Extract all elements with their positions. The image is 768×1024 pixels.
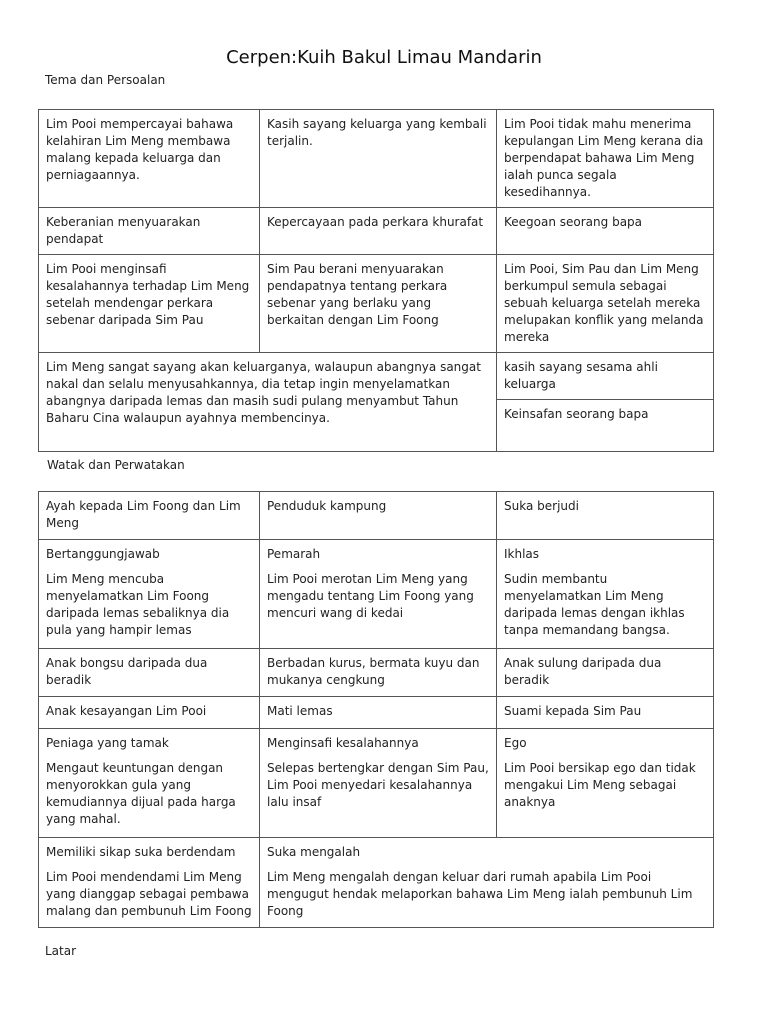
table-cell: Keberanian menyuarakan pendapat	[39, 208, 260, 255]
document-title: Cerpen:Kuih Bakul Limau Mandarin	[226, 47, 542, 68]
cell-title: Ikhlas	[504, 547, 540, 561]
table-cell: Lim Pooi menginsafi kesalahannya terhadap Lim Meng setelah mendengar perkara sebenar daripada Sim Pau	[39, 255, 260, 353]
cell-body: Lim Pooi bersikap ego dan tidak mengakui Lim Meng sebagai anaknya	[504, 761, 696, 809]
table-cell	[260, 540, 497, 649]
table-cell: Sim Pau berani menyuarakan pendapatnya tentang perkara sebenar yang berlaku yang berkaitan dengan Lim Foong	[260, 255, 497, 353]
section-heading-watak: Watak dan Perwatakan	[47, 458, 185, 472]
table-cell	[39, 838, 260, 928]
table-cell: Keinsafan seorang bapa	[497, 400, 714, 452]
cell-title: Pemarah	[267, 547, 321, 561]
table-cell: Lim Pooi, Sim Pau dan Lim Meng berkumpul semula sebagai sebuah keluarga setelah mereka melupakan konflik yang melanda mereka	[497, 255, 714, 353]
cell-body: Mengaut keuntungan dengan menyorokkan gula yang kemudiannya dijual pada harga yang mahal.	[46, 761, 236, 826]
table-cell: Suami kepada Sim Pau	[497, 697, 714, 729]
table-cell: kasih sayang sesama ahli keluarga	[497, 353, 714, 400]
section-heading-latar: Latar	[45, 944, 77, 958]
table-cell: Berbadan kurus, bermata kuyu dan mukanya cengkung	[260, 649, 497, 697]
table-cell: Lim Pooi mempercayai bahawa kelahiran Lim Meng membawa malang kepada keluarga dan perniagaannya.	[39, 110, 260, 208]
table-cell: Kepercayaan pada perkara khurafat	[260, 208, 497, 255]
cell-title: Menginsafi kesalahannya	[267, 736, 419, 750]
table-row	[39, 838, 714, 928]
table-cell	[260, 729, 497, 838]
table-row	[39, 208, 714, 255]
cell-body: Lim Pooi merotan Lim Meng yang mengadu tentang Lim Foong yang mencuri wang di kedai	[267, 572, 474, 620]
table-cell	[39, 540, 260, 649]
table-cell: Anak sulung daripada dua beradik	[497, 649, 714, 697]
tema-table	[38, 109, 714, 452]
table-cell: Anak bongsu daripada dua beradik	[39, 649, 260, 697]
cell-title: Ego	[504, 736, 527, 750]
section-heading-tema: Tema dan Persoalan	[45, 73, 166, 87]
table-cell	[39, 729, 260, 838]
table-cell-merged: Lim Meng sangat sayang akan keluarganya, walaupun abangnya sangat nakal dan selalu menyusahkannya, dia tetap ingin menyelamatkan abangnya daripada lemas dan masih sudi pulang menyambut Tahun Baharu Cina walaupun ayahnya membencinya.	[39, 353, 497, 452]
table-cell: Suka berjudi	[497, 492, 714, 540]
cell-body: Sudin membantu menyelamatkan Lim Meng daripada lemas dengan ikhlas tanpa memandang bangsa.	[504, 572, 685, 637]
table-cell: Lim Pooi tidak mahu menerima kepulangan Lim Meng kerana dia berpendapat bahawa Lim Meng ialah punca segala kesedihannya.	[497, 110, 714, 208]
table-cell: Ayah kepada Lim Foong dan Lim Meng	[39, 492, 260, 540]
cell-title: Memiliki sikap suka berdendam	[46, 845, 236, 859]
cell-title: Suka mengalah	[267, 845, 361, 859]
cell-body: Lim Pooi mendendami Lim Meng yang dianggap sebagai pembawa malang dan pembunuh Lim Foong	[46, 870, 252, 918]
watak-table	[38, 491, 714, 928]
table-row	[39, 353, 714, 400]
cell-title: Bertanggungjawab	[46, 547, 160, 561]
table-cell: Keegoan seorang bapa	[497, 208, 714, 255]
cell-body: Selepas bertengkar dengan Sim Pau, Lim Pooi menyedari kesalahannya lalu insaf	[267, 761, 489, 809]
table-cell: Kasih sayang keluarga yang kembali terjalin.	[260, 110, 497, 208]
table-row	[39, 697, 714, 729]
table-cell	[497, 540, 714, 649]
cell-body: Lim Meng mencuba menyelamatkan Lim Foong daripada lemas sebaliknya dia pula yang hampir lemas	[46, 572, 230, 637]
cell-title: Peniaga yang tamak	[46, 736, 169, 750]
table-cell: Penduduk kampung	[260, 492, 497, 540]
table-row	[39, 255, 714, 353]
table-row	[39, 110, 714, 208]
cell-body: Lim Meng mengalah dengan keluar dari rumah apabila Lim Pooi mengugut hendak melaporkan bahawa Lim Meng ialah pembunuh Lim Foong	[267, 870, 693, 918]
table-cell: Mati lemas	[260, 697, 497, 729]
table-row	[39, 492, 714, 540]
table-cell	[497, 729, 714, 838]
table-row	[39, 540, 714, 649]
table-row	[39, 729, 714, 838]
table-row	[39, 649, 714, 697]
table-cell-merged	[260, 838, 714, 928]
table-cell: Anak kesayangan Lim Pooi	[39, 697, 260, 729]
